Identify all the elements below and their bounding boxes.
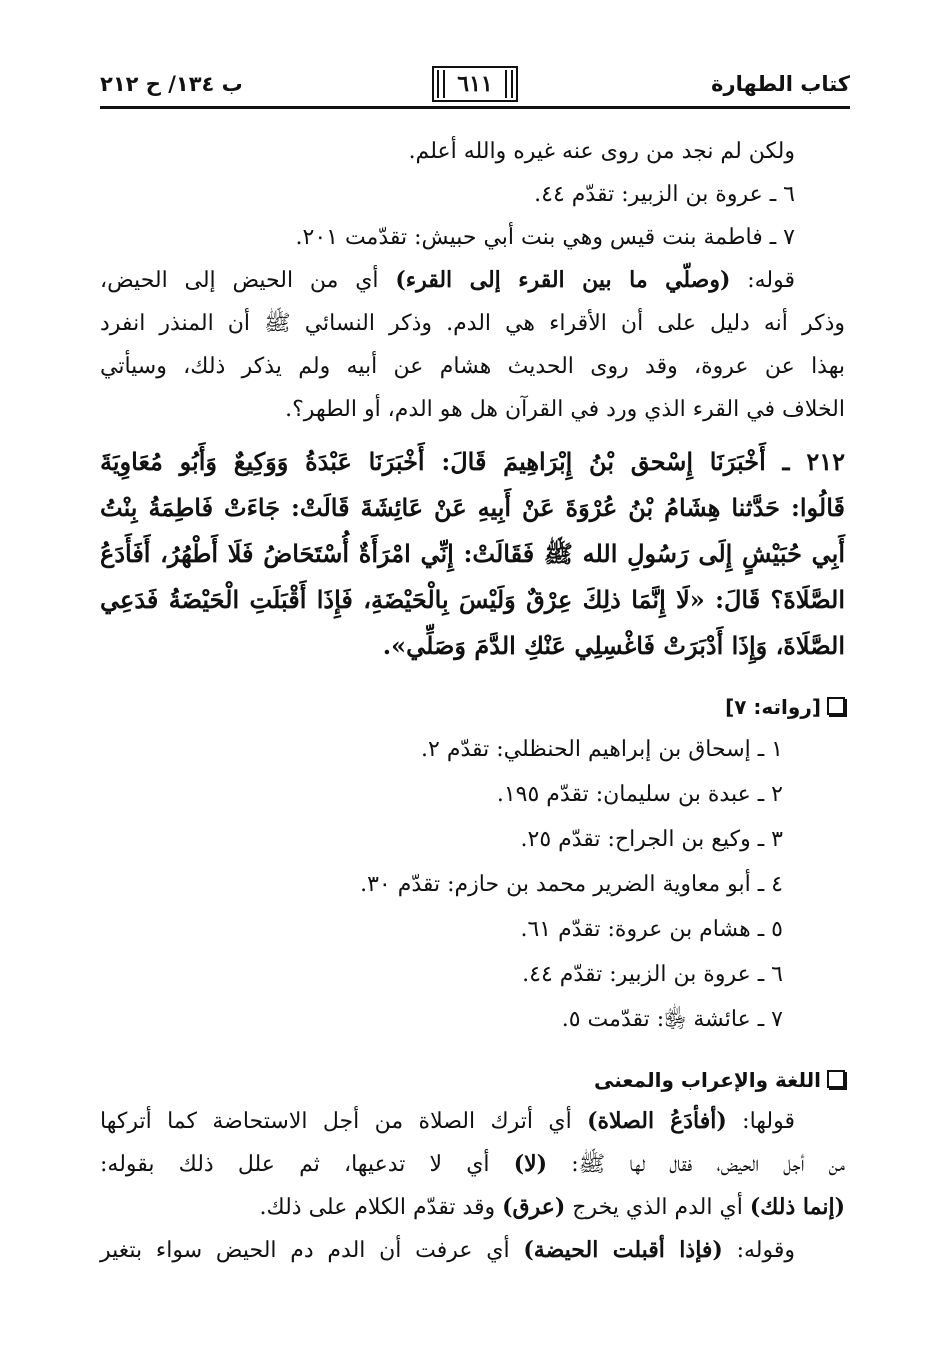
text-line: الخلاف في القرء الذي ورد في القرآن هل هو الدم، أو الطهر؟. [285, 397, 845, 422]
quoted-phrase: (فإذا أقبلت الحيضة) [523, 1237, 723, 1263]
list-item: ٣ ـ وكيع بن الجراح: تقدّم ٢٥. [520, 827, 783, 852]
checkbox-square-icon [827, 1070, 845, 1088]
page-header [100, 62, 850, 112]
checkbox-square-icon [827, 697, 845, 715]
list-item: ٧ ـ عائشة ﵂: تقدّمت ٥. [561, 1007, 783, 1032]
text-span: أي لا تدعيها، ثم علل ذلك بقوله: [100, 1152, 514, 1177]
hadith-text [100, 439, 845, 669]
hadith-line: أَبِي حُبَيْشٍ إِلَى رَسُولِ الله ﷺ فَقَالَتْ: إِنِّي امْرَأَةٌ أُسْتَحَاضُ فَلَا أَطْهُرُ، أَفَأَدَعُ [100, 539, 845, 568]
narrators-heading [100, 687, 845, 727]
list-item: ٤ ـ أبو معاوية الضرير محمد بن حازم: تقدّم ٣٠. [360, 872, 783, 897]
text-line: ٦ ـ عروة بن الزبير: تقدّم ٤٤. [534, 182, 795, 207]
text-span: أي من الحيض إلى الحيض، [100, 268, 396, 293]
language-heading [100, 1060, 845, 1100]
text-line: ٧ ـ فاطمة بنت قيس وهي بنت أبي حبيش: تقدّمت ٢٠١. [295, 225, 795, 250]
hadith-line: قَالُوا: حَدَّثنا هِشَامُ بْنُ عُرْوَةَ عَنْ أَبِيهِ عَنْ عَائِشَةَ قَالَتْ: جَاءَتْ فَاطِمَةُ بِنْتُ [100, 493, 845, 522]
section-title: [رواته: ٧] [725, 695, 821, 719]
text-line [100, 1143, 845, 1186]
chapter-reference: ب ١٣٤/ ح ٢١٢ [100, 72, 243, 96]
text-line: وذكر أنه دليل على أن الأقراء هي الدم. وذكر النسائي ﷺ أن المنذر انفرد [100, 311, 845, 336]
book-title: كتاب الطهارة [711, 72, 850, 96]
list-item: ١ ـ إسحاق بن إبراهيم الحنظلي: تقدّم ٢. [421, 737, 783, 762]
text-line: ولكن لم نجد من روى عنه غيره والله أعلم. [408, 139, 795, 164]
text-line [100, 1229, 845, 1272]
quoted-phrase: (إنما ذلك) [749, 1194, 845, 1220]
hadith-line: الصَّلَاةَ؟ قَالَ: «لَا إِنَّمَا ذلِكَ عِرْقٌ وَلَيْسَ بِالْحَيْضَةِ، فَإِذَا أَقْبَلَتِ الْحَيْضَةُ فَدَعِي [100, 585, 845, 614]
text-line: بهذا عن عروة، وقد روى الحديث هشام عن أبيه ولم يذكر ذلك، وسيأتي [100, 354, 845, 379]
page-body [100, 130, 845, 1272]
section-title: اللغة والإعراب والمعنى [593, 1068, 821, 1092]
list-item: ٢ ـ عبدة بن سليمان: تقدّم ١٩٥. [496, 782, 783, 807]
quoted-phrase: (عرق) [502, 1194, 566, 1220]
hadith-line: الصَّلَاةَ، وَإِذَا أَدْبَرَتْ فَاغْسِلِي عَنْكِ الدَّمَ وَصَلِّي». [382, 631, 845, 660]
quoted-phrase: (وصلّي ما بين القرء إلى القرء) [395, 267, 731, 293]
header-rule [100, 106, 850, 109]
text-span: أي عرفت أن الدم دم الحيض سواء بتغير [100, 1238, 524, 1263]
text-span: وقد تقدّم الكلام على ذلك. [259, 1195, 503, 1220]
text-line [100, 259, 845, 302]
list-item: ٦ ـ عروة بن الزبير: تقدّم ٤٤. [522, 962, 783, 987]
narrators-list [100, 727, 845, 1042]
text-span: أي الدم الذي يخرج [565, 1195, 750, 1220]
text-span: قولها: [726, 1109, 796, 1134]
language-paragraph-2 [100, 1229, 845, 1272]
text-line [100, 1186, 845, 1229]
text-span: أي أترك الصلاة من أجل الاستحاضة كما أتركها [100, 1109, 588, 1134]
list-item: ٥ ـ هشام بن عروة: تقدّم ٦١. [520, 917, 783, 942]
page-number: ٦١١ [432, 66, 518, 102]
quoted-phrase: (لا) [513, 1151, 548, 1177]
text-span: قوله: [730, 268, 795, 293]
quoted-phrase: (أفأدَعُ الصلاة) [587, 1108, 727, 1134]
hadith-line: ٢١٢ ـ أَخْبَرَنَا إِسْحق بْنُ إِبْرَاهِيمَ قَالَ: أَخْبَرَنَا عَبْدَةُ وَوَكِيعٌ وَأَبُو مُعَاوِيَةَ [100, 447, 846, 476]
commentary-paragraph [100, 259, 845, 431]
language-paragraph [100, 1100, 845, 1229]
text-span: وقوله: [722, 1238, 795, 1263]
text-line [100, 1100, 845, 1143]
text-span: من أجل الحيض، فقال لها ﷺ: [547, 1152, 845, 1177]
